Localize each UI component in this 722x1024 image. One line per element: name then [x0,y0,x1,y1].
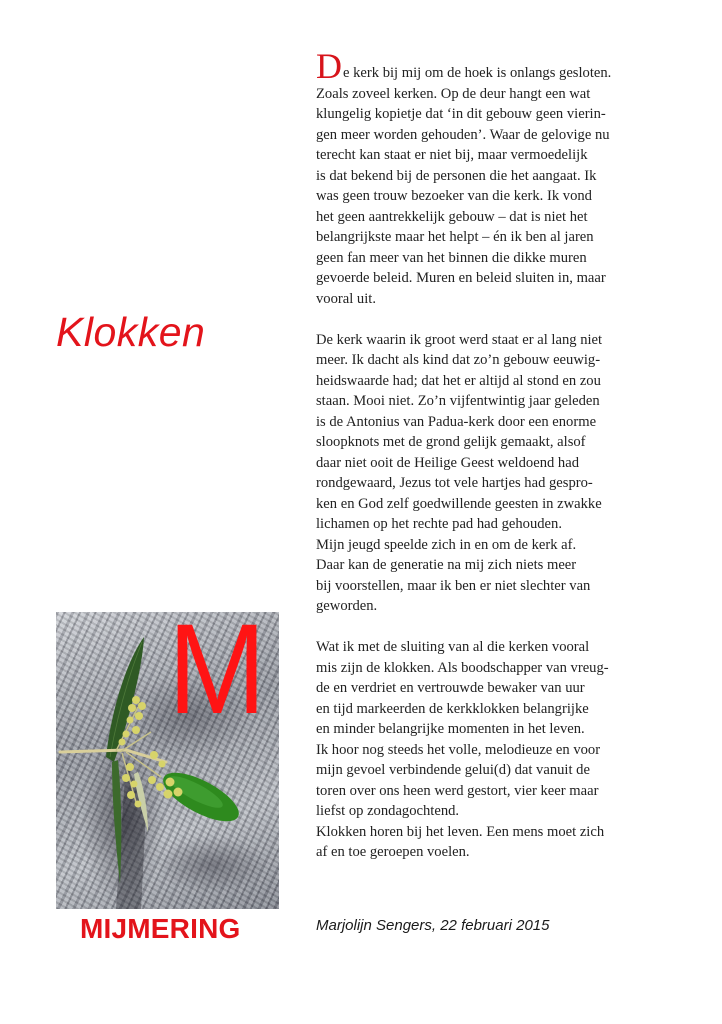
text-line: De kerk waarin ik groot werd staat er al lang niet [316,331,603,348]
text-line: bij voorstellen, maar ik ben er niet slechter van [316,577,591,594]
text-line: liefst op zondagochtend. [316,803,460,819]
author-signature: Marjolijn Sengers, 22 februari 2015 [316,917,550,934]
text-line: Zoals zoveel kerken. Op de deur hangt een wat [316,85,591,102]
text-line: belangrijkste maar het helpt – én ik ben al jaren [316,229,594,245]
text-line: en minder belangrijke momenten in het leven. [316,721,585,737]
section-caption: MIJMERING [80,913,241,944]
text-line: rondgewaard, Jezus tot vele hartjes had gespro- [316,475,593,491]
text-line: geen fan meer van het binnen die dikke muren [316,249,587,266]
text-line: heidswaarde had; dat het er altijd al stond en zou [316,372,601,389]
text-line: het geen aantrekkelijk gebouw – dat is niet het [316,208,588,225]
text-line: klungelig kopietje dat ‘in dit gebouw geen vierin- [316,106,606,122]
text-line: is de Antonius van Padua-kerk door een enorme [316,413,597,430]
text-line: lichamen op het rechte pad had gehouden. [316,516,562,532]
text-line: De kerk bij mij om de hoek is onlangs gesloten. [316,46,612,86]
text-line: Mijn jeugd speelde zich in en om de kerk af. [316,536,577,553]
paragraph-3 [316,637,648,863]
text-line: gevoerde beleid. Muren en beleid sluiten in, maar [316,270,606,286]
article-title: Klokken [56,309,206,355]
text-line: de en verdriet en vertrouwde bewaker van uur [316,680,585,696]
text-line: Wat ik met de sluiting van al die kerken vooral [316,639,590,655]
text-line: terecht kan staat er niet bij, maar vermoedelijk [316,147,588,163]
paragraph-2 [316,330,648,617]
article-body [316,46,648,883]
text-line: geworden. [316,598,378,614]
text-line: vooral uit. [316,290,376,307]
paragraph-1 [316,46,648,309]
text-line: mis zijn de klokken. Als boodschapper van vreug- [316,659,609,676]
text-line: daar niet ooit de Heilige Geest weldoend had [316,454,580,471]
text-line: was geen trouw bezoeker van die kerk. Ik vond [316,188,592,204]
text-line: is dat bekend bij de personen die het aangaat. Ik [316,167,597,184]
text-line: Klokken horen bij het leven. Een mens moet zich [316,823,605,840]
text-line: toren over ons heen werd gestort, vier keer maar [316,782,599,799]
text-line: gen meer worden gehouden’. Waar de gelovige nu [316,126,610,143]
drop-cap: D [316,46,342,86]
text-line: mijn gevoel verbindende gelui(d) dat vanuit de [316,762,590,778]
text-line: meer. Ik dacht als kind dat zo’n gebouw eeuwig- [316,352,601,368]
decorative-letter-m: M [168,612,265,741]
text-line: en tijd markeerden de kerkklokken belangrijke [316,700,589,717]
text-line: Daar kan de generatie na mij zich niets meer [316,557,577,573]
text-line: af en toe geroepen voelen. [316,844,470,860]
illustration-photo [56,612,279,909]
text-line: Ik hoor nog steeds het volle, melodieuze en voor [316,741,601,758]
text-line: ken en God zelf goedwillende geesten in zwakke [316,495,602,512]
text-line: staan. Mooi niet. Zo’n vijfentwintig jaar geleden [316,393,600,409]
text-line: sloopknots met de grond gelijk gemaakt, alsof [316,434,586,450]
